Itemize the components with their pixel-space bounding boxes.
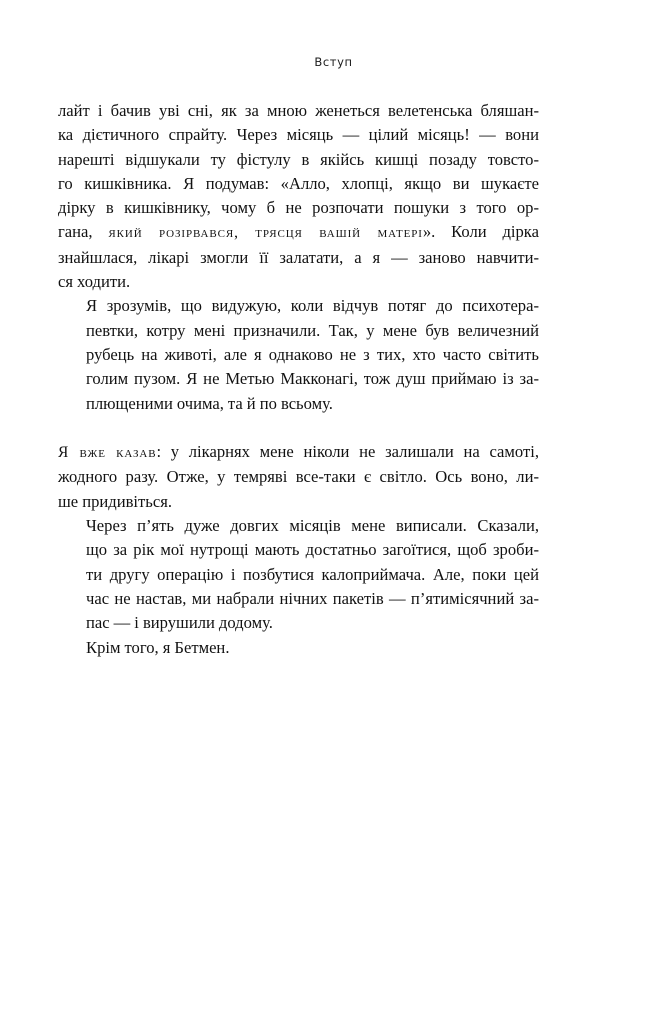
text-line: ся ходити. [58, 272, 131, 292]
text-line: Крім того, я Бетмен. [86, 637, 230, 657]
text-fragment: : у лікарнях мене ніколи не залишали на самоті, [156, 442, 539, 462]
text-line: нарешті відшукали ту фістулу в якійсь кишці позаду товсто- [58, 149, 539, 169]
paragraph-3 [58, 440, 539, 514]
smallcaps-lead: Я вже казав [58, 444, 157, 462]
paragraph-2 [58, 294, 539, 415]
text-line: Я зрозумів, що видужую, коли відчув потяг до психотера- [86, 296, 539, 316]
paragraph-4 [58, 514, 539, 635]
text-line: плющеними очима, та й по всьому. [86, 393, 333, 413]
text-line: пас — і вирушили додому. [86, 613, 273, 633]
text-line: дірку в кишківнику, чому б не розпочати пошуки з того ор- [58, 198, 539, 218]
text-line: знайшлася, лікарі змогли її залатати, а я — заново навчити- [58, 247, 539, 267]
text-line: голим пузом. Я не Метью Макконагі, тож душ приймаю із за- [86, 369, 539, 389]
text-line: го кишківника. Я подумав: «Алло, хлопці, якщо ви шукаєте [58, 173, 539, 193]
text-fragment: ». Коли дірка [422, 222, 539, 242]
text-line: що за рік мої нутрощі мають достатньо загоїтися, щоб зроби- [86, 540, 539, 560]
text-line: лайт і бачив уві сні, як за мною женеться велетенська бляшан- [58, 101, 539, 120]
text-line: жодного разу. Отже, у темряві все-таки є світло. Ось воно, ли- [58, 467, 539, 487]
running-header: Вступ [314, 55, 353, 69]
paragraph-5 [58, 636, 539, 660]
text-line: ти другу операцію і позбутися калоприймача. Але, поки цей [86, 564, 539, 584]
smallcaps-emphasis: який розірвався, трясця вашій матері [108, 224, 423, 242]
text-line: рубець на животі, але я однаково не з тих, хто часто світить [86, 344, 539, 364]
text-line: Через п’ять дуже довгих місяців мене виписали. Сказали, [86, 516, 539, 536]
body-text-block [58, 99, 539, 660]
text-line-with-smallcaps [58, 440, 539, 465]
text-line: ка дієтичного спрайту. Через місяць — цілий місяць! — вони [58, 125, 539, 145]
text-line: час не настав, ми набрали нічних пакетів — п’ятимісячний за- [86, 588, 539, 608]
text-line-with-smallcaps [58, 220, 539, 245]
text-fragment: гана, [58, 222, 109, 242]
text-line: ше придивіться. [58, 491, 172, 511]
paragraph-1 [58, 99, 539, 294]
text-line: певтки, котру мені призначили. Так, у мене був величезний [86, 320, 539, 340]
